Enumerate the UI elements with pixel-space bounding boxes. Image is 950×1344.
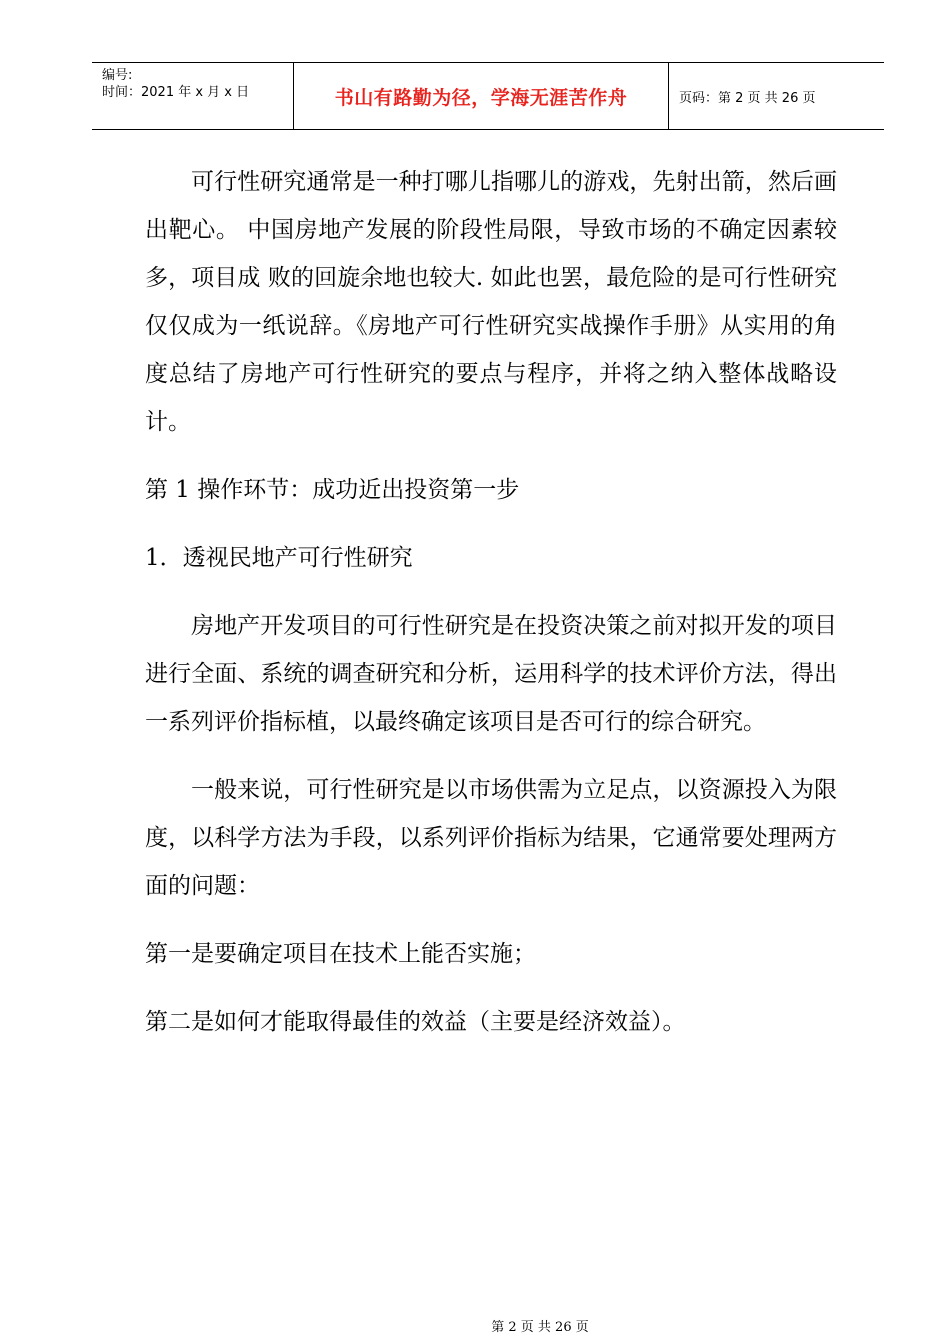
page-footer: 第 2 页 共 26 页 xyxy=(491,1320,589,1335)
header-meta xyxy=(92,63,294,129)
paragraph-point-two: 第二是如何才能取得最佳的效益（主要是经济效益）。 xyxy=(145,1009,686,1035)
document-time-label: 时间：2021 年 x 月 x 日 xyxy=(102,85,250,100)
paragraph-definition: 房地产开发项目的可行性研究是在投资决策之前对拟开发的项目进行全面、系统的调查研究和分析，运用科学的技术评价方法，得出一系列评价指标植，以最终确定该项目是否可行的综合研究。 xyxy=(145,613,837,735)
header-page-info: 页码：第 2 页 共 26 页 xyxy=(679,90,816,106)
header-motto: 书山有路勤为径，学海无涯苦作舟 xyxy=(294,63,669,129)
paragraph-intro: 可行性研究通常是一种打哪儿指哪儿的游戏，先射出箭，然后画出靶心。 中国房地产发展的阶段性局限，导致市场的不确定因素较多，项目成 败的回旋余地也较大. 如此也罢，最危险的是可行性研究仅仅成为一纸说辞。《房地产可行性研究实战操作手册》从实用的角度总结了房地产可行性研究的要点与程序，并将之纳入整体战略设计。 xyxy=(145,169,837,435)
section-heading: 第 1 操作环节：成功近出投资第一步 xyxy=(145,477,520,503)
subsection-heading: 1．透视民地产可行性研究 xyxy=(145,545,413,571)
document-body xyxy=(145,158,837,1046)
page-header xyxy=(92,62,884,130)
paragraph-point-one: 第一是要确定项目在技术上能否实施； xyxy=(145,941,536,967)
document-number-label: 编号: xyxy=(102,68,133,83)
paragraph-general: 一般来说，可行性研究是以市场供需为立足点，以资源投入为限度，以科学方法为手段，以系列评价指标为结果，它通常要处理两方面的问题： xyxy=(145,777,837,899)
